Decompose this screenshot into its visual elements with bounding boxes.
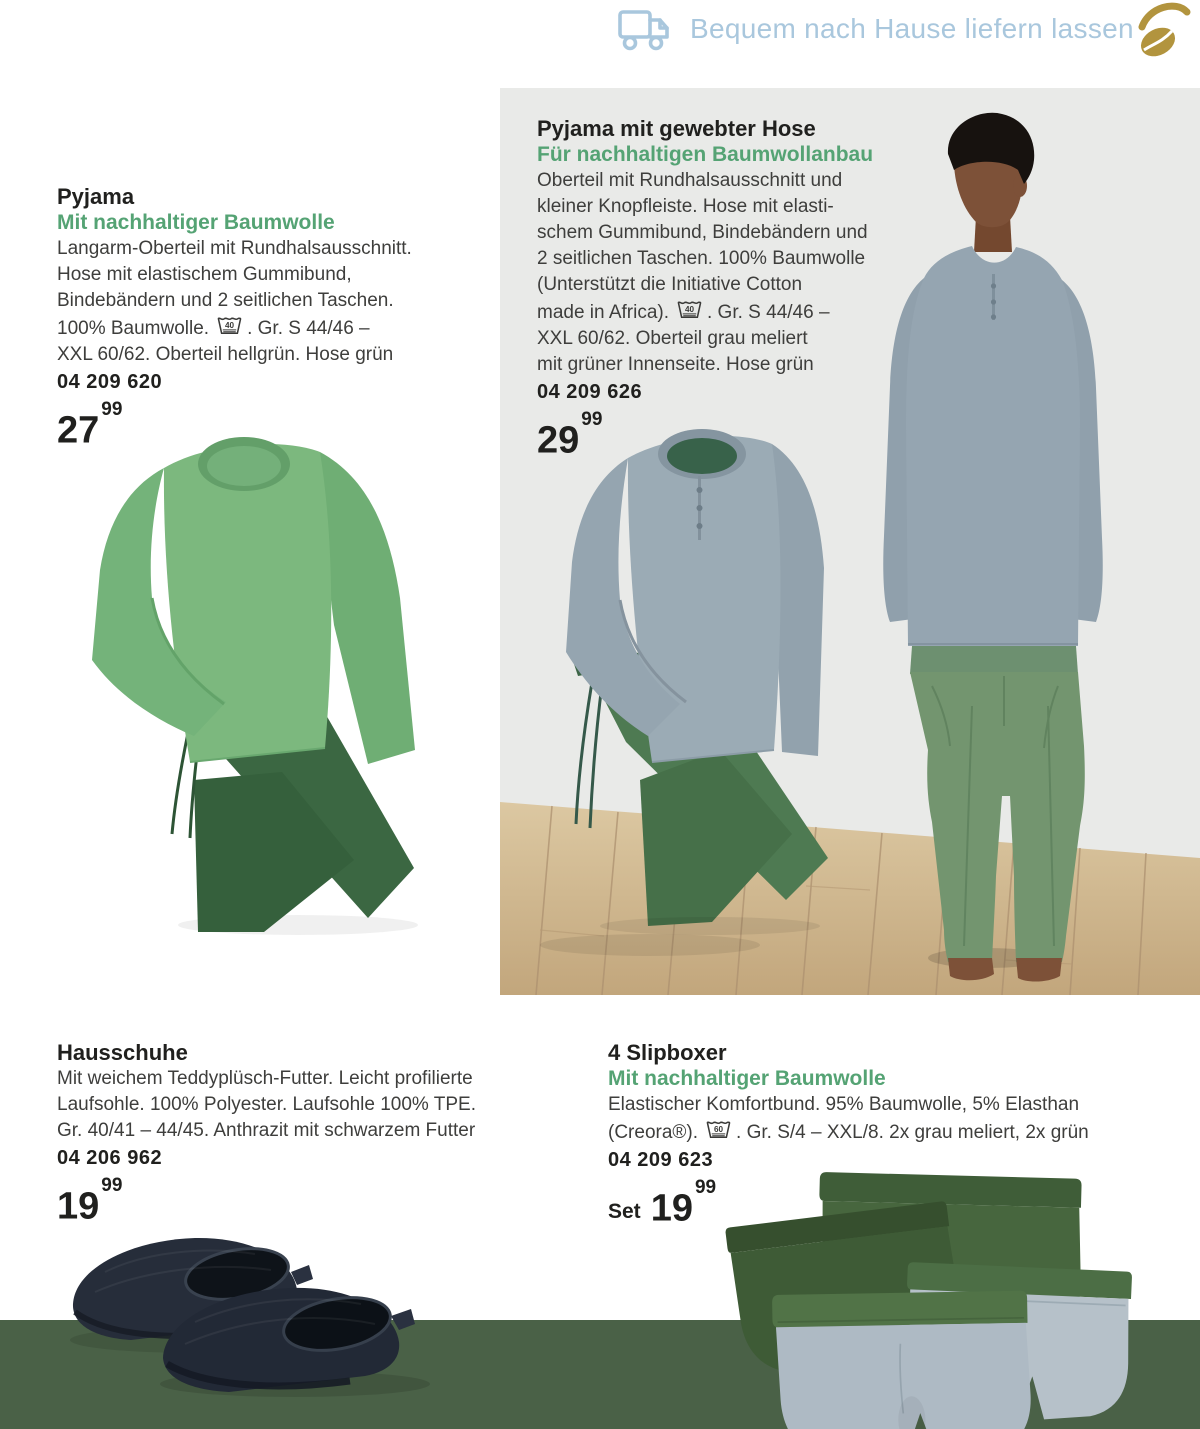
product-subtitle: Mit nachhaltiger Baumwolle — [608, 1067, 886, 1090]
product-price: $29^{99}$ — [537, 409, 603, 462]
product-card-pyjama — [57, 184, 497, 450]
pyjama-woven-product-photo — [540, 420, 860, 950]
article-number: 04 209 626 — [537, 381, 643, 403]
product-description: Langarm-Oberteil mit Rundhalsausschnitt. Hose mit elastischem Gummibund, Bindebändern und 2 seitlichen Taschen. 100% Baumwolle. 40 . Gr. S 44/46 – XXL 60/62. Oberteil hellgrün. Hose grün — [57, 238, 412, 365]
product-card-pyjama-woven — [537, 116, 927, 460]
svg-text:40: 40 — [684, 304, 695, 314]
set-label: Set — [608, 1199, 641, 1223]
product-card-hausschuhe — [57, 1040, 577, 1226]
pyjama-product-photo — [68, 420, 428, 945]
machine-wash-icon — [706, 1118, 731, 1143]
product-subtitle: Mit nachhaltiger Baumwolle — [57, 211, 335, 234]
article-number: 04 206 962 — [57, 1147, 163, 1169]
product-title: Pyjama mit gewebter Hose — [537, 116, 816, 141]
article-number: 04 209 620 — [57, 371, 163, 393]
product-price: $19^{99}$ — [57, 1175, 123, 1228]
delivery-text: Bequem nach Hause liefern lassen — [690, 13, 1134, 44]
product-price: Set $19^{99}$ — [608, 1177, 717, 1230]
svg-text:40: 40 — [225, 320, 235, 330]
product-subtitle: Für nachhaltigen Baumwollanbau — [537, 143, 874, 166]
product-title: 4 Slipboxer — [608, 1040, 727, 1065]
product-card-slipboxer — [608, 1040, 1183, 1234]
delivery-truck-icon — [617, 7, 671, 53]
product-title: Hausschuhe — [57, 1040, 188, 1065]
product-description: Mit weichem Teddyplüsch-Futter. Leicht profilierte Laufsohle. 100% Polyester. Laufsohle 100% TPE. Gr. 40/41 – 44/45. Anthrazit mit schwarzem Futter — [57, 1068, 476, 1141]
machine-wash-icon — [677, 298, 702, 323]
product-price: $27^{99}$ — [57, 399, 123, 452]
article-number: 04 209 623 — [608, 1149, 714, 1171]
machine-wash-icon — [217, 314, 242, 339]
svg-text:60: 60 — [713, 1124, 724, 1134]
product-description: Elastischer Komfortbund. 95% Baumwolle, 5% Elasthan (Creora®). 60 . Gr. S/4 – XXL/8. 2x grau meliert, 2x grün — [608, 1094, 1089, 1143]
product-description: Oberteil mit Rundhalsausschnitt und kleiner Knopfleiste. Hose mit elasti- schem Gummibund, Bindebändern und 2 seitlichen Taschen. 100% Baumwolle (Unterstützt die Initiative Cotton made in Africa). 40 . Gr. S 44/46 – XXL 60/62. Oberteil grau meliert mit grüner Innenseite. Hose grün — [537, 170, 868, 375]
product-title: Pyjama — [57, 184, 135, 209]
hausschuhe-product-photo — [45, 1212, 495, 1402]
brand-bean-icon — [1132, 0, 1192, 62]
